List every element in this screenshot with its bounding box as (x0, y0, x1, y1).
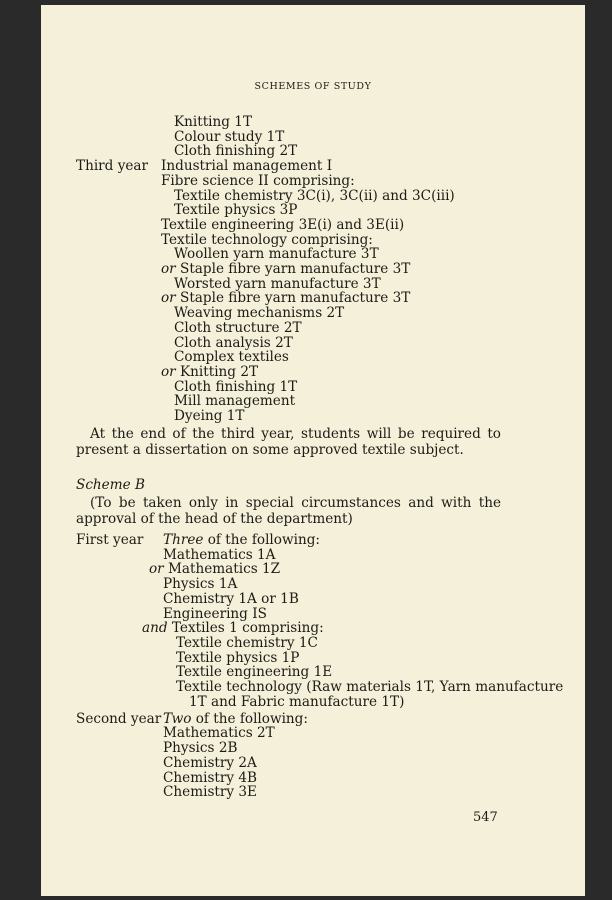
course-name: Textile technology comprising: (161, 231, 373, 248)
course-name: Mathematics 1Z (163, 561, 281, 578)
intro-text: of the following: (191, 710, 308, 727)
course-name: Weaving mechanisms 2T (174, 305, 345, 322)
course-name: Complex textiles (174, 349, 289, 366)
year-label: First year (76, 532, 144, 548)
course-name: Fibre science II comprising: (161, 172, 355, 189)
course-name: Staple fibre yarn manufacture 3T (175, 290, 411, 307)
course-name: Mill management (174, 393, 296, 410)
course-name: Colour study 1T (174, 128, 285, 145)
course-line: Chemistry 4B (163, 769, 258, 786)
course-line: Physics 2B (163, 740, 238, 757)
course-name: Mathematics 1A (163, 546, 276, 563)
conjunction-prefix: or (149, 561, 164, 578)
course-name: Chemistry 1A or 1B (163, 590, 299, 607)
course-name: Woollen yarn manufacture 3T (174, 246, 379, 263)
course-name: Staple fibre yarn manufacture 3T (175, 261, 411, 277)
conjunction-prefix: or (161, 261, 176, 277)
scheme-b-title: Scheme B (76, 477, 145, 493)
conjunction-prefix: or (161, 363, 176, 380)
course-name: Knitting 2T (175, 363, 259, 380)
textiles-component: Textile physics 1P (176, 649, 300, 666)
count-emphasis: Three (163, 532, 204, 548)
course-name: Cloth finishing 2T (174, 143, 298, 160)
course-name: Cloth analysis 2T (174, 334, 293, 351)
course-name: Cloth finishing 1T (174, 378, 298, 395)
year-label: Second year (76, 710, 162, 727)
course-name: Engineering IS (163, 605, 267, 622)
conjunction-prefix: and (142, 620, 168, 637)
year-label: Third year (76, 158, 149, 175)
dissertation-note: At the end of the third year, students will be required to present a dissertation on some approved textile subject. (76, 426, 501, 458)
page-number: 547 (473, 810, 498, 825)
course-name: Physics 1A (163, 576, 238, 593)
course-name: Textiles 1 comprising: (167, 620, 324, 637)
course-name: Textile engineering 3E(i) and 3E(ii) (161, 216, 405, 233)
course-line: Chemistry 3E (163, 784, 257, 801)
course-name: Knitting 1T (174, 114, 253, 130)
course-name: Industrial management I (161, 158, 333, 175)
course-line: Chemistry 2A (163, 754, 257, 771)
count-emphasis: Two (163, 710, 192, 727)
textiles-component: Textile chemistry 1C (176, 634, 318, 651)
course-name: Cloth structure 2T (174, 319, 302, 336)
course-name: Textile chemistry 3C(i), 3C(ii) and 3C(iii) (174, 187, 455, 204)
intro-text: of the following: (203, 532, 320, 548)
book-page (41, 5, 585, 896)
conjunction-prefix: or (161, 290, 176, 307)
course-name: Worsted yarn manufacture 3T (174, 275, 381, 292)
running-header: SCHEMES OF STUDY (254, 81, 372, 92)
textiles-component-continued: 1T and Fabric manufacture 1T) (189, 693, 405, 710)
textiles-component: Textile technology (Raw materials 1T, Yarn manufacture (176, 679, 564, 695)
course-name: Dyeing 1T (174, 408, 245, 424)
course-line: Mathematics 2T (163, 725, 275, 742)
scheme-b-note: (To be taken only in special circumstances and with the approval of the head of the department) (76, 495, 501, 527)
textiles-component: Textile engineering 1E (176, 664, 333, 681)
course-name: Textile physics 3P (174, 202, 298, 219)
